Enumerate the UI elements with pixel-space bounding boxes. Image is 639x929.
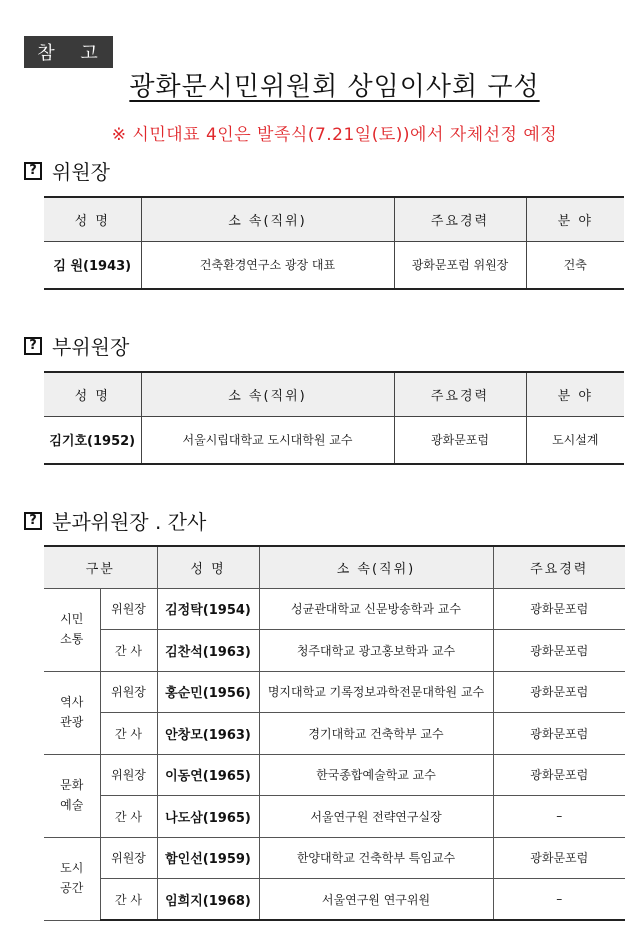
cell-name: 임희지(1968) [157, 879, 259, 921]
cell-name: 함인선(1959) [157, 837, 259, 879]
section-title: 위원장 [52, 160, 110, 184]
cell-affiliation: 한국종합예술학교 교수 [259, 754, 493, 796]
table-row [44, 713, 625, 755]
cell-division: 시민 소통 [44, 588, 100, 671]
cell-name: 김기호(1952) [44, 416, 141, 464]
header-name: 성 명 [44, 372, 141, 416]
header-career: 주요경력 [493, 546, 625, 588]
cell-career: 광화문포럼 [493, 630, 625, 672]
cell-affiliation: 경기대학교 건축학부 교수 [259, 713, 493, 755]
question-box-icon: ? [24, 337, 42, 355]
section-heading-chair [24, 156, 110, 185]
cell-career: – [493, 879, 625, 921]
section-heading-vice-chair [24, 331, 129, 360]
cell-affiliation: 성균관대학교 신문방송학과 교수 [259, 588, 493, 630]
table-row [44, 588, 625, 630]
section-heading-subcommittee [24, 506, 206, 535]
section-title: 분과위원장 . 간사 [52, 510, 207, 534]
cell-role: 간 사 [100, 713, 157, 755]
header-affiliation: 소 속(직위) [141, 372, 394, 416]
table-header-row [44, 372, 624, 416]
table-row [44, 241, 624, 289]
cell-name: 안창모(1963) [157, 713, 259, 755]
table-row [44, 796, 625, 838]
cell-field: 도시설계 [526, 416, 624, 464]
cell-name: 이동연(1965) [157, 754, 259, 796]
cell-affiliation: 명지대학교 기록정보과학전문대학원 교수 [259, 671, 493, 713]
table-header-row [44, 546, 625, 588]
vice-chair-table [44, 371, 624, 465]
header-career: 주요경력 [394, 372, 526, 416]
header-affiliation: 소 속(직위) [259, 546, 493, 588]
table-row [44, 754, 625, 796]
header-division: 구분 [44, 546, 157, 588]
cell-role: 간 사 [100, 630, 157, 672]
cell-name: 홍순민(1956) [157, 671, 259, 713]
cell-career: 광화문포럼 [493, 754, 625, 796]
cell-career: 광화문포럼 위원장 [394, 241, 526, 289]
cell-name: 나도삼(1965) [157, 796, 259, 838]
cell-name: 김정탁(1954) [157, 588, 259, 630]
header-name: 성 명 [157, 546, 259, 588]
notice-text: ※ 시민대표 4인은 발족식(7.21일(토))에서 자체선정 예정 [111, 125, 558, 145]
cell-career: 광화문포럼 [493, 837, 625, 879]
cell-name: 김찬석(1963) [157, 630, 259, 672]
table-row [44, 837, 625, 879]
table-row [44, 630, 625, 672]
header-field: 분 야 [526, 372, 624, 416]
question-box-icon: ? [24, 512, 42, 530]
header-career: 주요경력 [394, 197, 526, 241]
cell-role: 위원장 [100, 671, 157, 713]
table-row [44, 671, 625, 713]
table-row [44, 879, 625, 921]
cell-career: 광화문포럼 [394, 416, 526, 464]
section-title: 부위원장 [52, 335, 130, 359]
table-header-row [44, 197, 624, 241]
cell-role: 간 사 [100, 796, 157, 838]
cell-affiliation: 서울연구원 전략연구실장 [259, 796, 493, 838]
cell-affiliation: 한양대학교 건축학부 특임교수 [259, 837, 493, 879]
chair-table [44, 196, 624, 290]
cell-division: 역사 관광 [44, 671, 100, 754]
cell-career: 광화문포럼 [493, 588, 625, 630]
reference-label: 참 고 [24, 36, 113, 68]
cell-role: 위원장 [100, 588, 157, 630]
cell-affiliation: 서울연구원 연구위원 [259, 879, 493, 921]
cell-career: 광화문포럼 [493, 713, 625, 755]
cell-role: 위원장 [100, 754, 157, 796]
header-affiliation: 소 속(직위) [141, 197, 394, 241]
page-title: 광화문시민위원회 상임이사회 구성 [129, 72, 540, 102]
subcommittee-table [44, 545, 625, 921]
cell-career: 광화문포럼 [493, 671, 625, 713]
cell-affiliation: 건축환경연구소 광장 대표 [141, 241, 394, 289]
cell-division: 문화 예술 [44, 754, 100, 837]
cell-affiliation: 청주대학교 광고홍보학과 교수 [259, 630, 493, 672]
cell-affiliation: 서울시립대학교 도시대학원 교수 [141, 416, 394, 464]
cell-career: – [493, 796, 625, 838]
table-row [44, 416, 624, 464]
cell-division: 도시 공간 [44, 837, 100, 920]
question-box-icon: ? [24, 162, 42, 180]
header-field: 분 야 [526, 197, 624, 241]
cell-name: 김 원(1943) [44, 241, 141, 289]
header-name: 성 명 [44, 197, 141, 241]
cell-field: 건축 [526, 241, 624, 289]
cell-role: 간 사 [100, 879, 157, 921]
cell-role: 위원장 [100, 837, 157, 879]
